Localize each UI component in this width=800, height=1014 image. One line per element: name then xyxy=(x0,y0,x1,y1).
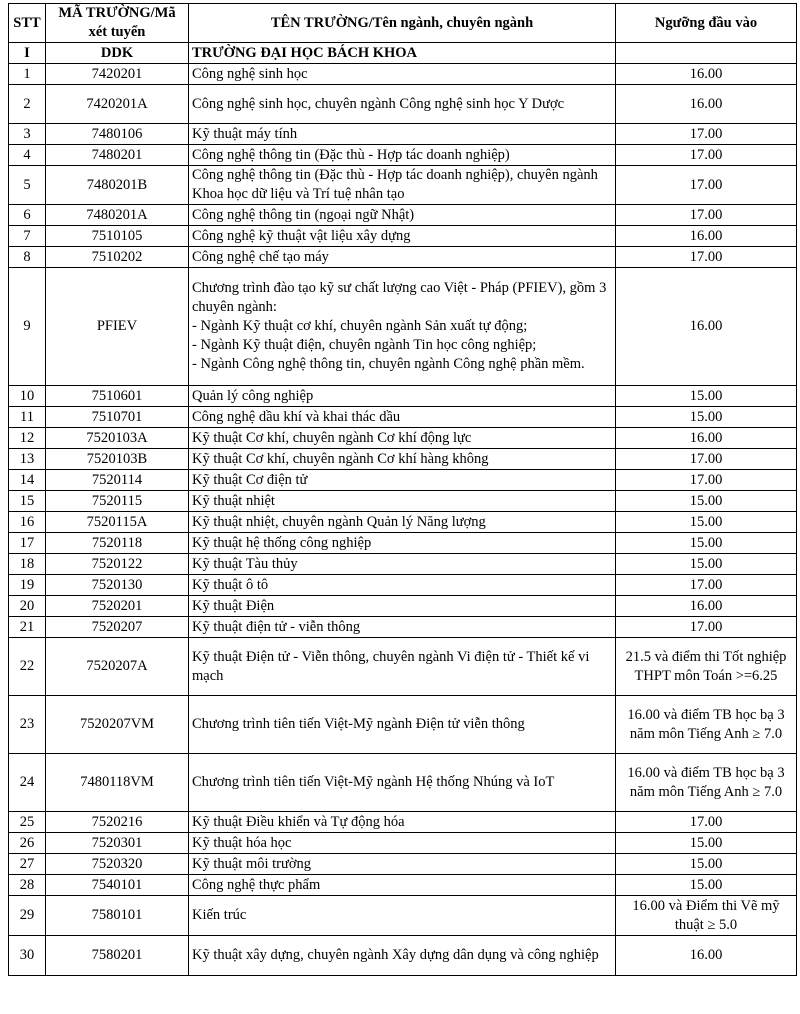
table-row xyxy=(9,512,797,533)
row-name: Kiến trúc xyxy=(189,896,616,936)
row-code: 7580101 xyxy=(46,896,189,936)
row-stt: 29 xyxy=(9,896,46,936)
row-stt: 22 xyxy=(9,638,46,696)
row-name: Chương trình tiên tiến Việt-Mỹ ngành Hệ thống Nhúng và IoT xyxy=(189,754,616,812)
row-code: 7520114 xyxy=(46,470,189,491)
row-name: Công nghệ sinh học xyxy=(189,64,616,85)
table-row xyxy=(9,812,797,833)
row-code: 7480201B xyxy=(46,166,189,205)
admission-threshold-table xyxy=(8,3,797,976)
row-code: 7520320 xyxy=(46,854,189,875)
table-row xyxy=(9,533,797,554)
row-name: Kỹ thuật Cơ điện tử xyxy=(189,470,616,491)
table-row xyxy=(9,696,797,754)
row-stt: 25 xyxy=(9,812,46,833)
row-score: 17.00 xyxy=(616,812,797,833)
row-code: 7520301 xyxy=(46,833,189,854)
row-code: 7540101 xyxy=(46,875,189,896)
header-stt: STT xyxy=(9,4,46,43)
table-row xyxy=(9,386,797,407)
row-name: Công nghệ dầu khí và khai thác dầu xyxy=(189,407,616,428)
row-name: Kỹ thuật Điều khiển và Tự động hóa xyxy=(189,812,616,833)
row-stt: 7 xyxy=(9,226,46,247)
row-stt: 24 xyxy=(9,754,46,812)
table-row xyxy=(9,896,797,936)
row-code: 7480201A xyxy=(46,205,189,226)
row-score: 16.00 và Điểm thi Vẽ mỹ thuật ≥ 5.0 xyxy=(616,896,797,936)
row-score: 15.00 xyxy=(616,512,797,533)
row-code: 7480201 xyxy=(46,145,189,166)
row-stt: 30 xyxy=(9,936,46,976)
row-name: Kỹ thuật môi trường xyxy=(189,854,616,875)
row-score: 15.00 xyxy=(616,854,797,875)
table-body xyxy=(9,43,797,976)
row-code: 7480106 xyxy=(46,124,189,145)
table-row xyxy=(9,64,797,85)
row-code: PFIEV xyxy=(46,268,189,386)
row-stt: 6 xyxy=(9,205,46,226)
table-row xyxy=(9,407,797,428)
row-name: Công nghệ thông tin (Đặc thù - Hợp tác doanh nghiệp), chuyên ngành Khoa học dữ liệu và Trí tuệ nhân tạo xyxy=(189,166,616,205)
row-code: 7520118 xyxy=(46,533,189,554)
row-stt: 1 xyxy=(9,64,46,85)
row-score: 15.00 xyxy=(616,491,797,512)
row-stt: 9 xyxy=(9,268,46,386)
row-name: Công nghệ chế tạo máy xyxy=(189,247,616,268)
table-row xyxy=(9,428,797,449)
table-row xyxy=(9,554,797,575)
row-stt: 2 xyxy=(9,85,46,124)
row-score: 15.00 xyxy=(616,533,797,554)
row-score: 21.5 và điểm thi Tốt nghiệp THPT môn Toán >=6.25 xyxy=(616,638,797,696)
row-stt: 10 xyxy=(9,386,46,407)
row-code: 7520130 xyxy=(46,575,189,596)
row-stt: 13 xyxy=(9,449,46,470)
row-stt: 21 xyxy=(9,617,46,638)
row-stt: 15 xyxy=(9,491,46,512)
table-row xyxy=(9,268,797,386)
table-header-row xyxy=(9,4,797,43)
table-row xyxy=(9,875,797,896)
header-name: TÊN TRƯỜNG/Tên ngành, chuyên ngành xyxy=(189,4,616,43)
row-score: 17.00 xyxy=(616,124,797,145)
header-code: MÃ TRƯỜNG/Mã xét tuyển xyxy=(46,4,189,43)
row-score: 15.00 xyxy=(616,407,797,428)
row-name: Công nghệ thực phẩm xyxy=(189,875,616,896)
row-name: Kỹ thuật điện tử - viễn thông xyxy=(189,617,616,638)
row-code: 7520103A xyxy=(46,428,189,449)
row-stt: 12 xyxy=(9,428,46,449)
row-name: Chương trình đào tạo kỹ sư chất lượng cao Việt - Pháp (PFIEV), gồm 3 chuyên ngành: - Ngành Kỹ thuật cơ khí, chuyên ngành Sản xuất tự động; - Ngành Kỹ thuật điện, chuyên ngành Tin học công nghiệp; - Ngành Công nghệ thông tin, chuyên ngành Công nghệ phần mềm. xyxy=(189,268,616,386)
row-code: 7520216 xyxy=(46,812,189,833)
row-stt: 4 xyxy=(9,145,46,166)
row-name: Kỹ thuật Cơ khí, chuyên ngành Cơ khí hàng không xyxy=(189,449,616,470)
row-code: 7520122 xyxy=(46,554,189,575)
row-score: 15.00 xyxy=(616,833,797,854)
row-score: 16.00 xyxy=(616,64,797,85)
row-score: 15.00 xyxy=(616,875,797,896)
row-score: 16.00 và điểm TB học bạ 3 năm môn Tiếng Anh ≥ 7.0 xyxy=(616,754,797,812)
header-score: Ngưỡng đầu vào xyxy=(616,4,797,43)
row-code: 7420201A xyxy=(46,85,189,124)
row-code: 7520201 xyxy=(46,596,189,617)
row-score: 17.00 xyxy=(616,166,797,205)
row-name: Kỹ thuật Điện tử - Viễn thông, chuyên ngành Vi điện tử - Thiết kế vi mạch xyxy=(189,638,616,696)
row-code: 7520103B xyxy=(46,449,189,470)
row-score: 16.00 xyxy=(616,226,797,247)
row-name: Kỹ thuật hóa học xyxy=(189,833,616,854)
row-name: Kỹ thuật hệ thống công nghiệp xyxy=(189,533,616,554)
row-score: 17.00 xyxy=(616,145,797,166)
row-name: Công nghệ thông tin (ngoại ngữ Nhật) xyxy=(189,205,616,226)
table-row xyxy=(9,226,797,247)
row-stt: 19 xyxy=(9,575,46,596)
table-row xyxy=(9,205,797,226)
row-name: Kỹ thuật ô tô xyxy=(189,575,616,596)
row-name: Chương trình tiên tiến Việt-Mỹ ngành Điện tử viễn thông xyxy=(189,696,616,754)
row-score: 16.00 xyxy=(616,428,797,449)
table-row xyxy=(9,166,797,205)
row-code: 7520207 xyxy=(46,617,189,638)
row-name: Công nghệ sinh học, chuyên ngành Công nghệ sinh học Y Dược xyxy=(189,85,616,124)
table-row xyxy=(9,575,797,596)
row-stt: 14 xyxy=(9,470,46,491)
row-code: 7510202 xyxy=(46,247,189,268)
row-name: Kỹ thuật máy tính xyxy=(189,124,616,145)
table-row xyxy=(9,638,797,696)
row-score: 17.00 xyxy=(616,449,797,470)
row-code: 7420201 xyxy=(46,64,189,85)
table-row xyxy=(9,124,797,145)
table-row xyxy=(9,617,797,638)
table-row xyxy=(9,491,797,512)
table-row xyxy=(9,596,797,617)
row-score: 16.00 và điểm TB học bạ 3 năm môn Tiếng Anh ≥ 7.0 xyxy=(616,696,797,754)
row-score: 17.00 xyxy=(616,470,797,491)
row-score: 17.00 xyxy=(616,205,797,226)
row-name: Công nghệ kỹ thuật vật liệu xây dựng xyxy=(189,226,616,247)
row-score: 15.00 xyxy=(616,554,797,575)
row-stt: 16 xyxy=(9,512,46,533)
row-stt: 18 xyxy=(9,554,46,575)
section-name: TRƯỜNG ĐẠI HỌC BÁCH KHOA xyxy=(189,43,616,64)
row-score: 17.00 xyxy=(616,617,797,638)
row-score: 16.00 xyxy=(616,85,797,124)
section-score xyxy=(616,43,797,64)
row-name: Kỹ thuật Tàu thủy xyxy=(189,554,616,575)
section-code: DDK xyxy=(46,43,189,64)
table-row xyxy=(9,449,797,470)
row-score: 16.00 xyxy=(616,596,797,617)
row-code: 7480118VM xyxy=(46,754,189,812)
table-row xyxy=(9,936,797,976)
table-row xyxy=(9,754,797,812)
table-row xyxy=(9,85,797,124)
row-code: 7510105 xyxy=(46,226,189,247)
row-name: Kỹ thuật nhiệt xyxy=(189,491,616,512)
row-score: 15.00 xyxy=(616,386,797,407)
section-stt: I xyxy=(9,43,46,64)
row-code: 7510701 xyxy=(46,407,189,428)
row-stt: 23 xyxy=(9,696,46,754)
row-score: 16.00 xyxy=(616,936,797,976)
row-score: 17.00 xyxy=(616,575,797,596)
row-stt: 5 xyxy=(9,166,46,205)
table-row xyxy=(9,145,797,166)
row-code: 7520115 xyxy=(46,491,189,512)
row-name: Quản lý công nghiệp xyxy=(189,386,616,407)
row-stt: 26 xyxy=(9,833,46,854)
table-row xyxy=(9,247,797,268)
row-name: Kỹ thuật xây dựng, chuyên ngành Xây dựng dân dụng và công nghiệp xyxy=(189,936,616,976)
row-code: 7580201 xyxy=(46,936,189,976)
row-score: 17.00 xyxy=(616,247,797,268)
row-stt: 11 xyxy=(9,407,46,428)
row-stt: 20 xyxy=(9,596,46,617)
row-name: Công nghệ thông tin (Đặc thù - Hợp tác doanh nghiệp) xyxy=(189,145,616,166)
row-code: 7520207A xyxy=(46,638,189,696)
row-code: 7520207VM xyxy=(46,696,189,754)
table-row xyxy=(9,854,797,875)
row-stt: 17 xyxy=(9,533,46,554)
row-code: 7510601 xyxy=(46,386,189,407)
row-code: 7520115A xyxy=(46,512,189,533)
row-stt: 27 xyxy=(9,854,46,875)
row-stt: 28 xyxy=(9,875,46,896)
row-stt: 3 xyxy=(9,124,46,145)
section-row xyxy=(9,43,797,64)
row-name: Kỹ thuật Cơ khí, chuyên ngành Cơ khí động lực xyxy=(189,428,616,449)
row-name: Kỹ thuật Điện xyxy=(189,596,616,617)
row-name: Kỹ thuật nhiệt, chuyên ngành Quản lý Năng lượng xyxy=(189,512,616,533)
table-row xyxy=(9,833,797,854)
row-stt: 8 xyxy=(9,247,46,268)
row-score: 16.00 xyxy=(616,268,797,386)
table-row xyxy=(9,470,797,491)
